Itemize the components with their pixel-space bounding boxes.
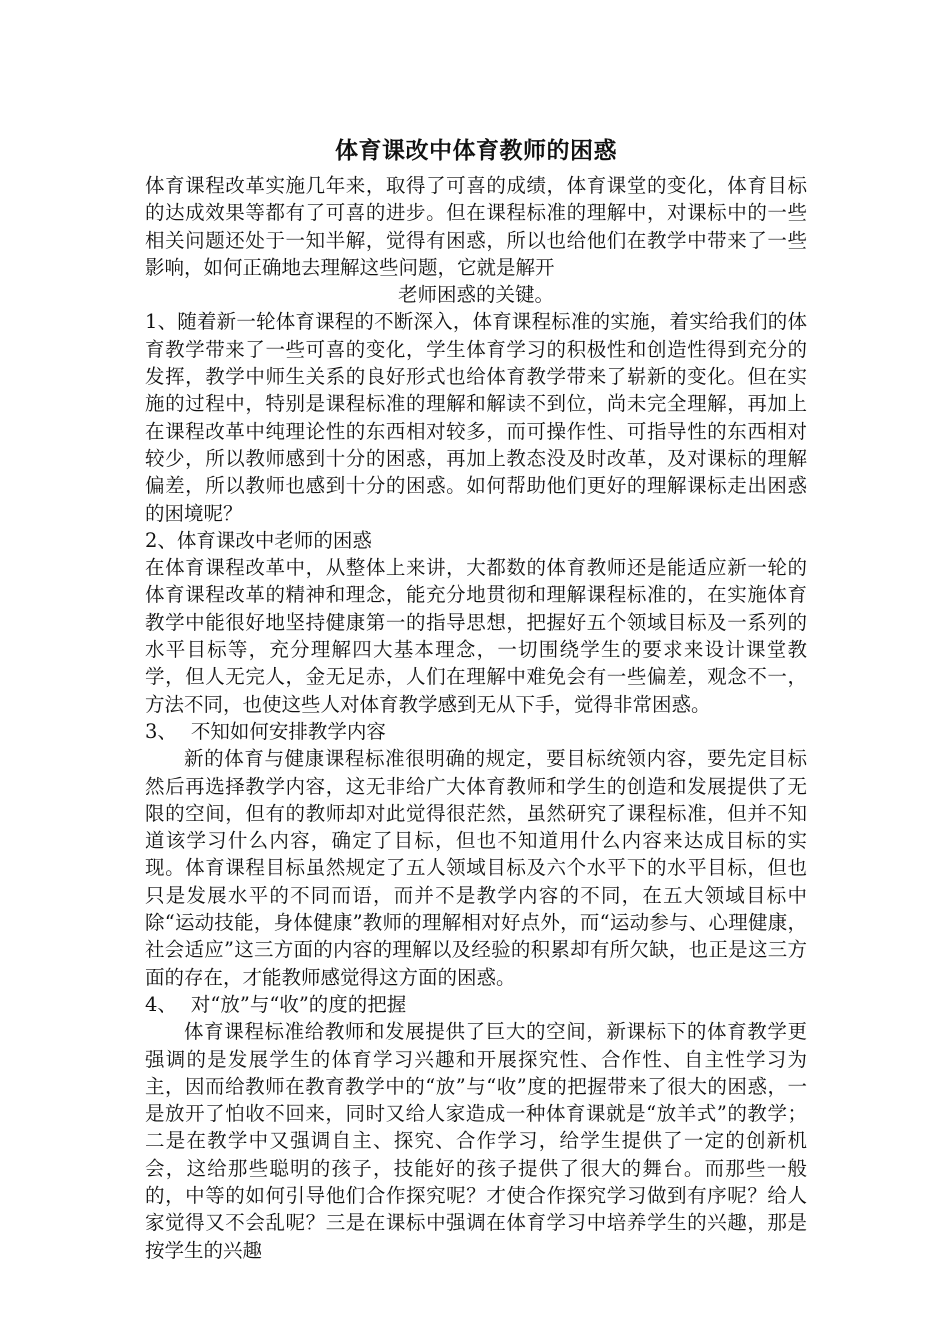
section-4-number: 4、 — [145, 992, 177, 1016]
section-4-heading: 对“放”与“收”的度的把握 — [190, 992, 407, 1016]
intro-paragraph: 体育课程改革实施几年来，取得了可喜的成绩，体育课堂的变化，体育目标的达成效果等都有了可喜的进步。但在课程标准的理解中，对课标中的一些相关问题还处于一知半解，觉得有困惑，所以也给他们在教学中带来了一些影响，如何正确地去理解这些问题，它就是解开 — [145, 174, 807, 279]
section-4-heading-row — [145, 991, 807, 1018]
section-3-paragraph: 新的体育与健康课程标准很明确的规定，要目标统领内容，要先定目标然后再选择教学内容，这无非给广大体育教师和学生的创造和发展提供了无限的空间，但有的教师却对此觉得很茫然，虽然研究了课程标准，但并不知道该学习什么内容，确定了目标，但也不知道用什么内容来达成目标的实现。体育课程目标虽然规定了五人领域目标及六个水平下的水平目标，但也只是发展水平的不同而语，而并不是教学内容的不同，在五大领域目标中除“运动技能，身体健康”教师的理解相对好点外，而“运动参与、心理健康，社会适应”这三方面的内容的理解以及经验的积累却有所欠缺，也正是这三方面的存在，才能教师感觉得这方面的困惑。 — [145, 747, 807, 989]
section-4-paragraph: 体育课程标准给教师和发展提供了巨大的空间，新课标下的体育教学更强调的是发展学生的体育学习兴趣和开展探究性、合作性、自主性学习为主，因而给教师在教育教学中的“放”与“收”度的把握带来了很大的困惑，一是放开了怕收不回来，同时又给人家造成一种体育课就是“放羊式”的教学；二是在教学中又强调自主、探究、合作学习，给学生提供了一定的创新机会，这给那些聪明的孩子，技能好的孩子提供了很大的舞台。而那些一般的，中等的如何引导他们合作探究呢？才使合作探究学习做到有序呢？给人家觉得又不会乱呢？三是在课标中强调在体育学习中培养学生的兴趣，那是按学生的兴趣 — [145, 1020, 807, 1262]
document-page — [145, 130, 807, 1264]
section-3-heading-row — [145, 718, 807, 745]
section-3-number: 3、 — [145, 719, 177, 743]
section-2-heading: 2、体育课改中老师的困惑 — [145, 528, 372, 552]
section-1-paragraph: 1、随着新一轮体育课程的不断深入，体育课程标准的实施，着实给我们的体育教学带来了一些可喜的变化，学生体育学习的积极性和创造性得到充分的发挥，教学中师生关系的良好形式也给体育教学带来了崭新的变化。但在实施的过程中，特别是课程标准的理解和解读不到位，尚未完全理解，再加上在课程改革中纯理论性的东西相对较多，而可操作性、可指导性的东西相对较少，所以教师感到十分的困惑，再加上教态没及时改革，及对课标的理解偏差，所以教师也感到十分的困惑。如何帮助他们更好的理解课标走出困惑的困境呢？ — [145, 310, 807, 525]
section-2-paragraph: 在体育课程改革中，从整体上来讲，大都数的体育教师还是能适应新一轮的体育课程改革的精神和理念，能充分地贯彻和理解课程标准的，在实施体育教学中能很好地坚持健康第一的指导思想，把握好五个领域目标及一系列的水平目标等，充分理解四大基本理念，一切围绕学生的要求来设计课堂教学，但人无完人，金无足赤，人们在理解中难免会有一些偏差，观念不一，方法不同，也使这些人对体育教学感到无从下手，觉得非常困惑。 — [145, 556, 807, 716]
document-title: 体育课改中体育教师的困惑 — [335, 137, 617, 164]
intro-last-line: 老师困惑的关键。 — [397, 283, 554, 307]
section-3-heading: 不知如何安排教学内容 — [190, 719, 386, 743]
